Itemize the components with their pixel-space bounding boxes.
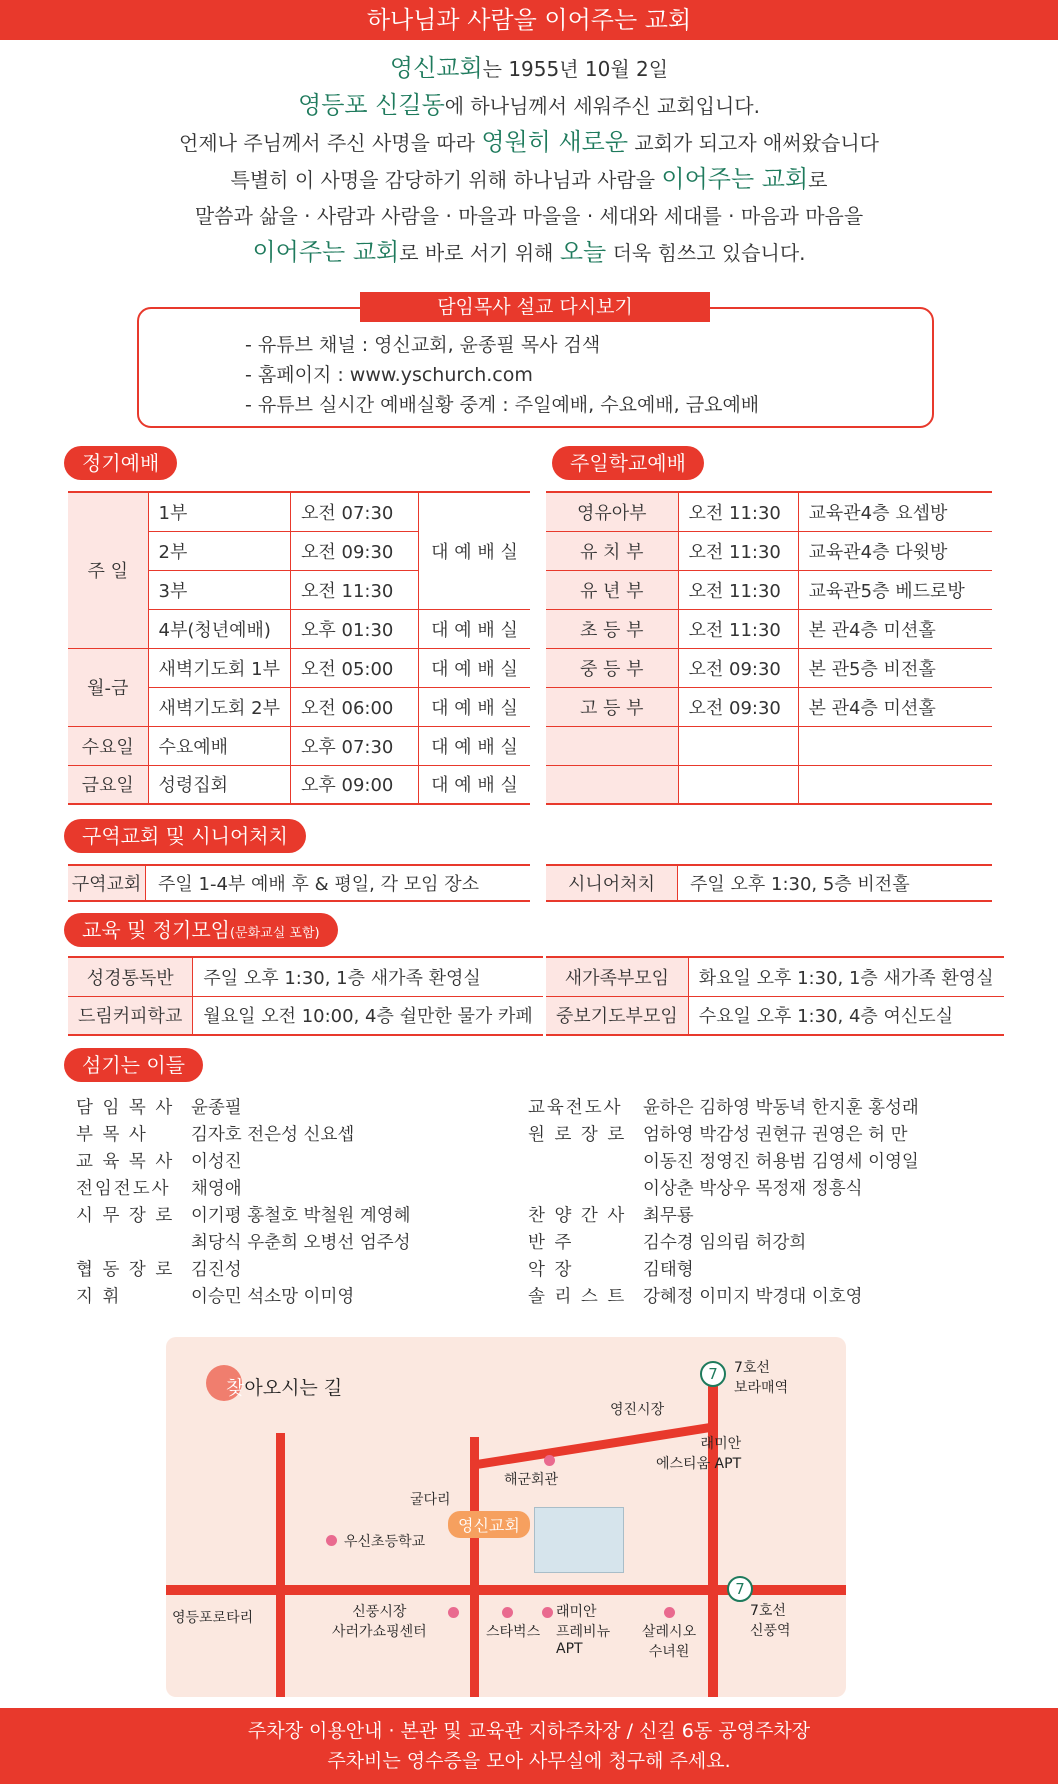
- staff-names: 이상춘 박상우 목정재 정흥식: [643, 1179, 863, 1199]
- intro-highlight-today: 오늘: [559, 238, 607, 266]
- service-name: 1부: [148, 492, 291, 531]
- list-item: [76, 1284, 411, 1311]
- service-time: 오후 09:00: [291, 765, 419, 804]
- edu-value: 주일 오후 1:30, 1층 새가족 환영실: [193, 957, 543, 996]
- school-dept: 고 등 부: [546, 687, 678, 726]
- list-item: [528, 1095, 919, 1122]
- staff-names: 최당식 우춘희 오병선 엄주성: [191, 1233, 411, 1253]
- subway-sinpung-icon: 7: [727, 1576, 753, 1602]
- raemian1: 래미안: [700, 1436, 742, 1452]
- district-label: 구역교회: [68, 866, 146, 900]
- school-place: 교육관4층 다윗방: [798, 531, 992, 570]
- table-row: [68, 726, 530, 765]
- school-dept: 초 등 부: [546, 609, 678, 648]
- school-dept: 영유아부: [546, 492, 678, 531]
- staff-role: 악 장: [528, 1260, 574, 1280]
- table-row: [68, 765, 530, 804]
- day-weekday: 월-금: [68, 648, 148, 726]
- edu-label: 새가족부모임: [546, 957, 688, 996]
- education-title: [64, 913, 338, 947]
- staff-names: 이기평 홍철호 박철원 계영혜: [191, 1206, 411, 1226]
- staff-names: 이성진: [191, 1152, 242, 1172]
- list-item: [528, 1122, 919, 1149]
- service-name: 새벽기도회 2부: [148, 687, 291, 726]
- school-place: 본 관4층 미션홀: [798, 609, 992, 648]
- sermon-youtube: - 유튜브 채널 : 영신교회, 윤종필 목사 검색: [245, 334, 601, 356]
- service-time: 오전 05:00: [291, 648, 419, 687]
- senior-strip: [546, 864, 992, 902]
- table-row: [546, 492, 992, 531]
- staff-title: 섬기는 이들: [64, 1048, 203, 1082]
- navy-hall: 해군회관: [504, 1472, 559, 1488]
- school-dept: 유 년 부: [546, 570, 678, 609]
- list-item: [76, 1176, 411, 1203]
- intro-line5: 말씀과 삶을 · 사람과 사람을 · 마을과 마을을 · 세대와 세대를 · 마음과 마음을: [194, 204, 864, 228]
- list-item: [76, 1230, 411, 1257]
- staff-names: 이승민 석소망 이미영: [191, 1287, 355, 1307]
- table-row: [546, 996, 1004, 1035]
- school-place: 본 관5층 비전홀: [798, 648, 992, 687]
- school-time: 오전 09:30: [678, 687, 798, 726]
- intro-line4a: 특별히 이 사명을 감당하기 위해 하나님과 사람을: [230, 168, 662, 192]
- list-item: [528, 1203, 919, 1230]
- parking-line2: 주차비는 영수증을 모아 사무실에 청구해 주세요.: [327, 1750, 731, 1772]
- list-item: [528, 1230, 919, 1257]
- staff-right: [528, 1095, 919, 1311]
- top-banner: 하나님과 사람을 이어주는 교회: [0, 0, 1058, 40]
- list-item: [76, 1095, 411, 1122]
- staff-role: 협 동 장 로: [76, 1260, 175, 1280]
- list-item: [76, 1122, 411, 1149]
- district-value: 주일 1-4부 예배 후 & 평일, 각 모임 장소: [158, 874, 479, 895]
- edu-label: 드림커피학교: [68, 996, 193, 1035]
- service-place: 대 예 배 실: [419, 726, 530, 765]
- raemian2b: 프레비뉴: [556, 1624, 611, 1640]
- salesio-convent: [642, 1621, 696, 1661]
- staff-role: 전임전도사: [76, 1179, 171, 1199]
- school-dept: 중 등 부: [546, 648, 678, 687]
- table-row: [68, 648, 530, 687]
- sinpung-market-dot-icon: [448, 1607, 459, 1618]
- service-time: 오전 07:30: [291, 492, 419, 531]
- staff-role: 솔 리 스 트: [528, 1287, 627, 1307]
- staff-role: 찬 양 간 사: [528, 1206, 627, 1226]
- school-place: 본 관4층 미션홀: [798, 687, 992, 726]
- intro-highlight-new: 영원히 새로운: [481, 128, 629, 156]
- education-title-text: 교육 및 정기모임: [82, 918, 230, 942]
- school-time: 오전 11:30: [678, 492, 798, 531]
- table-row: [546, 609, 992, 648]
- raemian2c: APT: [556, 1641, 583, 1657]
- sermon-title: 담임목사 설교 다시보기: [360, 292, 710, 322]
- staff-role: 교 육 목 사: [76, 1152, 175, 1172]
- road-left: [276, 1433, 285, 1697]
- table-row: [546, 687, 992, 726]
- service-place: 대 예 배 실: [419, 765, 530, 804]
- table-row: [68, 957, 543, 996]
- salesio-sub: 수녀원: [648, 1644, 690, 1660]
- sinpung-market-name: 신풍시장: [352, 1604, 407, 1620]
- staff-names: 강혜정 이미지 박경대 이호영: [643, 1287, 863, 1307]
- intro-line4c: 로: [808, 168, 828, 192]
- edu-label: 중보기도부모임: [546, 996, 688, 1035]
- table-row: [68, 492, 530, 531]
- woosin-dot-icon: [326, 1535, 337, 1546]
- staff-names: 이동진 정영진 허용범 김영세 이영일: [643, 1152, 919, 1172]
- map-title-b: 아오시는 길: [244, 1377, 343, 1399]
- service-time: 오전 11:30: [291, 570, 419, 609]
- service-time: 오전 09:30: [291, 531, 419, 570]
- district-title: 구역교회 및 시니어처치: [64, 819, 306, 853]
- map-title: [226, 1373, 342, 1400]
- starbucks: 스타벅스: [486, 1624, 541, 1640]
- intro-line6b: 로 바로 서기 위해: [399, 241, 560, 265]
- school-place: 교육관4층 요셉방: [798, 492, 992, 531]
- empty-cell: [678, 726, 798, 765]
- staff-names: 윤종필: [191, 1098, 242, 1118]
- intro-line1: 는 1955년 10월 2일: [482, 57, 669, 81]
- raemian-prevenue: [556, 1601, 610, 1657]
- sermon-lines: [245, 330, 759, 420]
- list-item: [528, 1257, 919, 1284]
- list-item: [76, 1203, 411, 1230]
- education-title-small: (문화교실 포함): [229, 926, 320, 941]
- salesio-dot-icon: [664, 1607, 675, 1618]
- staff-names: 윤하은 김하영 박동녁 한지훈 홍성래: [643, 1098, 919, 1118]
- empty-cell: [678, 765, 798, 804]
- regular-worship-title: 정기예배: [64, 446, 177, 480]
- district-strip: [68, 864, 530, 902]
- empty-cell: [798, 726, 992, 765]
- staff-names: 채영애: [191, 1179, 242, 1199]
- yeongdeungpo-rotary: 영등포로타리: [172, 1610, 254, 1626]
- parking-footer: [0, 1708, 1058, 1784]
- church-marker: 영신교회: [448, 1511, 530, 1538]
- list-item: [528, 1149, 919, 1176]
- directions-map: [166, 1337, 846, 1697]
- intro-line3a: 언제나 주님께서 주신 사명을 따라: [179, 131, 482, 155]
- raemian1b: 에스티움 APT: [656, 1456, 742, 1472]
- sinpung-line: 7호선: [750, 1603, 786, 1619]
- edu-value: 월요일 오전 10:00, 4층 쉴만한 물가 카페: [193, 996, 543, 1035]
- sunday-school-title: 주일학교예배: [552, 446, 704, 480]
- staff-role: 교육전도사: [528, 1098, 623, 1118]
- intro-text: [0, 50, 1058, 271]
- starbucks-dot-icon: [502, 1607, 513, 1618]
- service-place: 대 예 배 실: [419, 648, 530, 687]
- church-building-icon: [534, 1507, 624, 1573]
- table-row: [546, 570, 992, 609]
- edu-label: 성경통독반: [68, 957, 193, 996]
- list-item: [76, 1257, 411, 1284]
- intro-line6d: 더욱 힘쓰고 있습니다.: [606, 241, 806, 265]
- school-time: 오전 11:30: [678, 570, 798, 609]
- list-item: [528, 1284, 919, 1311]
- service-name: 3부: [148, 570, 291, 609]
- sermon-live: - 유튜브 실시간 예배실황 중계 : 주일예배, 수요예배, 금요예배: [245, 394, 760, 416]
- school-place: 교육관5층 베드로방: [798, 570, 992, 609]
- staff-names: 김자호 전은성 신요셉: [191, 1125, 355, 1145]
- empty-cell: [546, 726, 678, 765]
- senior-label: 시니어처치: [546, 866, 678, 900]
- education-table-right: [546, 956, 1004, 1036]
- raemian-estium: [656, 1433, 741, 1473]
- intro-highlight-connect2: 이어주는 교회: [252, 238, 400, 266]
- service-place: 대 예 배 실: [419, 687, 530, 726]
- boramae-name: 보라매역: [734, 1380, 789, 1396]
- yeongjin-market: 영진시장: [610, 1402, 665, 1418]
- school-dept: 유 치 부: [546, 531, 678, 570]
- table-row: [546, 957, 1004, 996]
- service-name: 수요예배: [148, 726, 291, 765]
- intro-highlight-connect: 이어주는 교회: [661, 165, 809, 193]
- service-place: 대 예 배 실: [419, 609, 530, 648]
- table-row: [546, 765, 992, 804]
- service-place: 대 예 배 실: [419, 492, 530, 609]
- school-time: 오전 11:30: [678, 609, 798, 648]
- service-name: 4부(청년예배): [148, 609, 291, 648]
- sinpung-name: 신풍역: [750, 1623, 791, 1639]
- staff-names: 김진성: [191, 1260, 242, 1280]
- subway-boramae-icon: 7: [700, 1361, 726, 1387]
- navy-dot-icon: [544, 1455, 555, 1466]
- intro-line3c: 교회가 되고자 애써왔습니다: [628, 131, 879, 155]
- staff-role: 원 로 장 로: [528, 1125, 627, 1145]
- table-row: [68, 996, 543, 1035]
- day-friday: 금요일: [68, 765, 148, 804]
- day-sunday: 주 일: [68, 492, 148, 648]
- church-name: 영신교회: [389, 54, 483, 82]
- empty-cell: [798, 765, 992, 804]
- edu-value: 수요일 오후 1:30, 4층 여신도실: [688, 996, 1003, 1035]
- service-time: 오후 01:30: [291, 609, 419, 648]
- staff-names: 최무룡: [643, 1206, 694, 1226]
- woosin-school: 우신초등학교: [344, 1534, 426, 1550]
- boramae-line: 7호선: [734, 1360, 770, 1376]
- staff-role: 부 목 사: [76, 1125, 148, 1145]
- service-name: 새벽기도회 1부: [148, 648, 291, 687]
- staff-names: 김수경 임의림 허강희: [643, 1233, 807, 1253]
- service-time: 오후 07:30: [291, 726, 419, 765]
- education-table-left: [68, 956, 543, 1036]
- sinpung-station: [750, 1600, 791, 1640]
- map-title-a: 찾: [226, 1377, 245, 1399]
- sermon-homepage: - 홈페이지 : www.yschurch.com: [245, 364, 533, 386]
- staff-left: [76, 1095, 411, 1311]
- table-row: [546, 648, 992, 687]
- sinpung-market: [332, 1601, 427, 1641]
- list-item: [528, 1176, 919, 1203]
- table-row: [546, 531, 992, 570]
- location: 영등포 신길동: [298, 91, 445, 119]
- staff-role: 시 무 장 로: [76, 1206, 175, 1226]
- guldari: 굴다리: [410, 1492, 451, 1508]
- service-name: 2부: [148, 531, 291, 570]
- service-time: 오전 06:00: [291, 687, 419, 726]
- senior-value: 주일 오후 1:30, 5층 비전홀: [690, 874, 910, 895]
- parking-line1: 주차장 이용안내 · 본관 및 교육관 지하주차장 / 신길 6동 공영주차장: [247, 1720, 811, 1742]
- staff-role: 반 주: [528, 1233, 574, 1253]
- school-time: 오전 11:30: [678, 531, 798, 570]
- staff-role: [76, 1230, 191, 1257]
- staff-role: 지 휘: [76, 1287, 122, 1307]
- table-row: [546, 726, 992, 765]
- staff-names: 엄하영 박감성 권현규 권영은 허 만: [643, 1125, 908, 1145]
- edu-value: 화요일 오후 1:30, 1층 새가족 환영실: [688, 957, 1003, 996]
- regular-worship-table: [68, 491, 530, 805]
- staff-names: 김태형: [643, 1260, 694, 1280]
- road-middle: [470, 1437, 479, 1697]
- sinpung-market-sub: 사러가쇼핑센터: [332, 1624, 427, 1640]
- sunday-school-table: [546, 491, 992, 805]
- staff-role: [528, 1176, 643, 1203]
- empty-cell: [546, 765, 678, 804]
- service-name: 성령집회: [148, 765, 291, 804]
- salesio-name: 살레시오: [642, 1624, 697, 1640]
- intro-line2: 에 하나님께서 세워주신 교회입니다.: [444, 94, 760, 118]
- raemian2: 래미안: [556, 1604, 597, 1620]
- raemian2-dot-icon: [542, 1607, 553, 1618]
- staff-role: [528, 1149, 643, 1176]
- day-wednesday: 수요일: [68, 726, 148, 765]
- list-item: [76, 1149, 411, 1176]
- school-time: 오전 09:30: [678, 648, 798, 687]
- boramae-station: [734, 1357, 788, 1397]
- staff-role: 담 임 목 사: [76, 1098, 175, 1118]
